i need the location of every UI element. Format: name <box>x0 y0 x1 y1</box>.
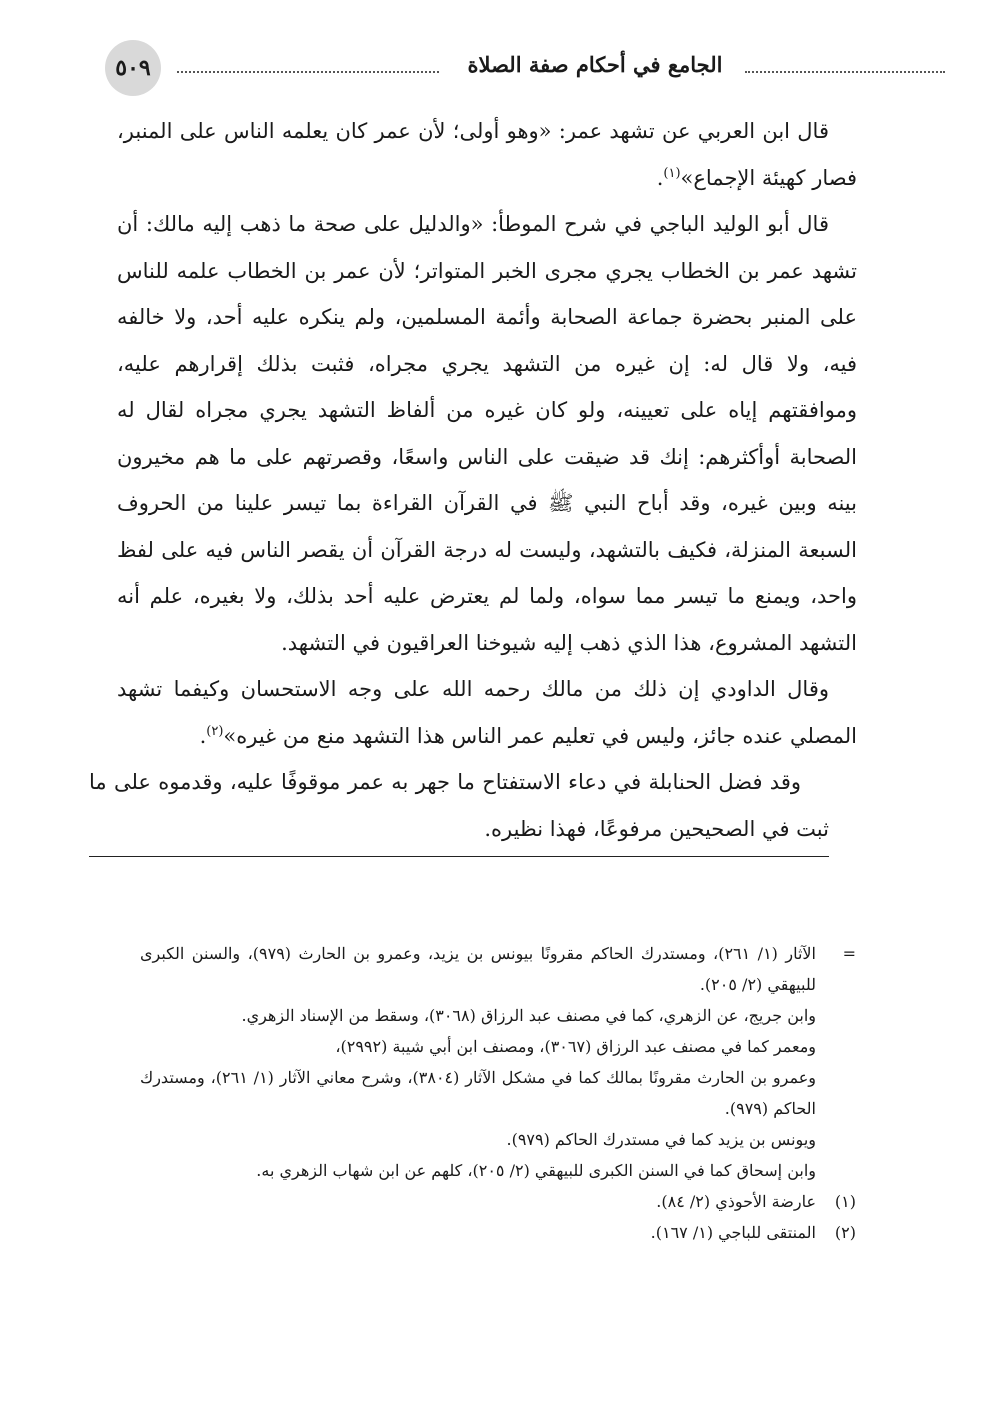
footnote-line-6: وابن إسحاق كما في السنن الكبرى للبيهقي (٢/ ٢٠٥)، كلهم عن ابن شهاب الزهري به. <box>256 1161 816 1180</box>
footnote-continuation <box>140 938 856 1000</box>
footnote-1-number: (١) <box>834 1192 856 1211</box>
continuation-mark: = <box>842 944 856 963</box>
paragraph-4 <box>89 759 857 857</box>
paragraph-3-end: . <box>199 723 207 748</box>
paragraph-3-text: وقال الداودي إن ذلك من مالك رحمه الله على وجه الاستحسان وكيفما تشهد المصلي عنده جائز، وليس في تعليم عمر الناس هذا التشهد منع من غيره» <box>117 677 857 748</box>
footnote-1 <box>140 1186 856 1217</box>
main-text <box>89 108 857 857</box>
paragraph-4-text: وقد فضل الحنابلة في دعاء الاستفتاح ما جهر به عمر موقوفًا عليه، وقدموه على ما ثبت في الصحيحين مرفوعًا، فهذا نظيره. <box>89 759 829 857</box>
footnote-1-text: عارضة الأحوذي (٢/ ٨٤). <box>656 1192 816 1211</box>
footnote-ref-2: (٢) <box>206 723 224 739</box>
footnote-2-text: المنتقى للباجي (١/ ١٦٧). <box>650 1223 816 1242</box>
paragraph-3 <box>117 666 857 759</box>
footnote-2 <box>140 1217 856 1248</box>
book-title: الجامع في أحكام صفة الصلاة <box>467 52 723 77</box>
page-header <box>105 40 845 96</box>
paragraph-1-end: . <box>656 165 664 190</box>
header-dotted-rule-left <box>177 71 439 73</box>
footnote-continuation-text: الآثار (١/ ٢٦١)، ومستدرك الحاكم مقرونًا بيونس بن يزيد، وعمرو بن الحارث (٩٧٩)، والسنن الكبرى للبيهقي (٢/ ٢٠٥). <box>140 944 816 994</box>
page-number: ٥٠٩ <box>105 40 161 96</box>
footnote-line-3: ومعمر كما في مصنف عبد الرزاق (٣٠٦٧)، ومصنف ابن أبي شيبة (٢٩٩٢)، <box>335 1037 816 1056</box>
footnote-line-4: وعمرو بن الحارث مقرونًا بمالك كما في مشكل الآثار (٣٨٠٤)، وشرح معاني الآثار (١/ ٢٦١)، ومستدرك الحاكم (٩٧٩). <box>140 1068 817 1118</box>
paragraph-2: قال أبو الوليد الباجي في شرح الموطأ: «والدليل على صحة ما ذهب إليه مالك: أن تشهد عمر بن الخطاب يجري مجرى الخبر المتواتر؛ لأن عمر بن الخطاب علمه للناس على المنبر بحضرة جماعة الصحابة وأئمة المسلمين، ولم ينكره عليه أحد، ولا خالفه فيه، ولا قال له: إن غيره من التشهد يجري مجراه، فثبت بذلك إقرارهم عليه، وموافقتهم إياه على تعيينه، ولو كان غيره من ألفاظ التشهد يجري مجراه لقال له الصحابة أوأكثرهم: إنك قد ضيقت على الناس واسعًا، وقصرتهم على ما هم مخيرون بينه وبين غيره، وقد أباح النبي ﷺ في القرآن القراءة بما تيسر علينا من الحروف السبعة المنزلة، فكيف بالتشهد، وليست له درجة القرآن أن يقصر الناس فيه على لفظ واحد، ويمنع ما تيسر مما سواه، ولما لم يعترض عليه أحد بذلك، ولا بغيره، علم أنه التشهد المشروع، هذا الذي ذهب إليه شيوخنا العراقيون في التشهد. <box>117 212 857 655</box>
footnotes <box>140 938 856 1248</box>
footnote-line-2: وابن جريج، عن الزهري، كما في مصنف عبد الرزاق (٣٠٦٨)، وسقط من الإسناد الزهري. <box>241 1006 816 1025</box>
footnote-2-number: (٢) <box>834 1223 856 1242</box>
footnote-line-5: ويونس بن يزيد كما في مستدرك الحاكم (٩٧٩). <box>506 1130 816 1149</box>
header-dotted-rule-right <box>745 71 945 73</box>
footnote-ref-1: (١) <box>663 165 681 181</box>
paragraph-1-text: قال ابن العربي عن تشهد عمر: «وهو أولى؛ لأن عمر كان يعلمه الناس على المنبر، فصار كهيئة الإجماع» <box>117 119 857 190</box>
paragraph-1 <box>117 108 857 201</box>
